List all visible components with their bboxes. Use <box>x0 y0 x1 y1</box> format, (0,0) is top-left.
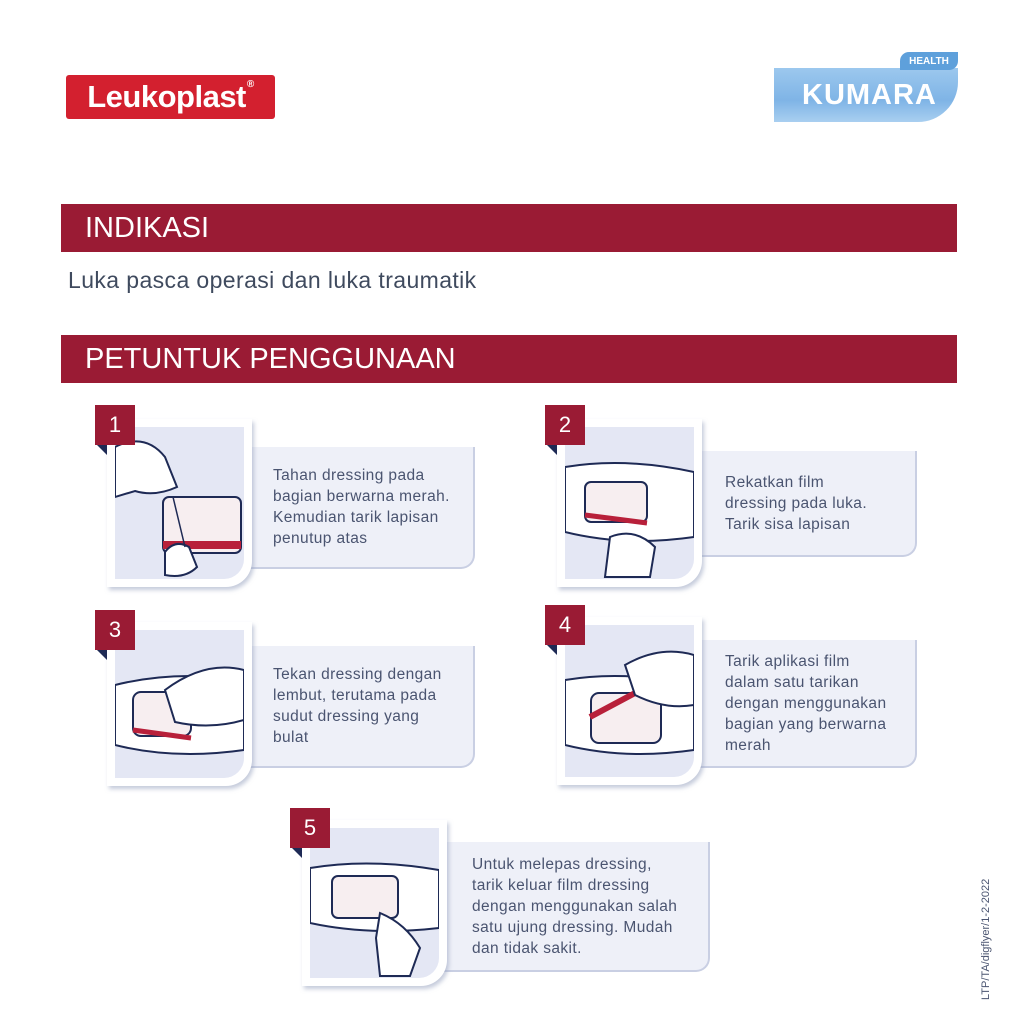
step-3-text: Tekan dressing dengan lembut, terutama pada sudut dressing yang bulat <box>273 666 442 746</box>
partner-tag: HEALTH <box>900 52 958 70</box>
step-2 <box>545 405 925 595</box>
hand-pulling-film-icon <box>565 625 694 777</box>
registered-mark: ® <box>246 79 254 90</box>
step-4 <box>545 605 925 790</box>
indikasi-text: Luka pasca operasi dan luka traumatik <box>68 267 477 293</box>
hand-pressing-dressing-icon <box>115 630 244 778</box>
petunjuk-heading: PETUNTUK PENGGUNAAN <box>85 342 456 375</box>
step-5-badge: 5 <box>290 808 330 848</box>
arm-dressing-icon <box>565 427 694 579</box>
brand-name: Leukoplast <box>87 79 246 114</box>
step-4-badge-tail <box>547 645 557 655</box>
step-1-textbox <box>245 447 475 569</box>
step-2-badge-tail <box>547 445 557 455</box>
leukoplast-logo <box>66 75 275 119</box>
step-5-text: Untuk melepas dressing, tarik keluar film dressing dengan menggunakan salah satu ujung dressing. Mudah dan tidak sakit. <box>472 855 678 957</box>
step-3-badge: 3 <box>95 610 135 650</box>
step-1-badge-tail <box>97 445 107 455</box>
step-2-text: Rekatkan film dressing pada luka. Tarik sisa lapisan <box>725 473 868 533</box>
petunjuk-heading-bar <box>61 335 957 383</box>
step-4-badge: 4 <box>545 605 585 645</box>
step-3-textbox <box>245 646 475 768</box>
kumara-health-logo <box>772 52 962 124</box>
hand-peeling-dressing-icon <box>115 427 244 579</box>
step-5-textbox <box>440 842 710 972</box>
indikasi-heading: INDIKASI <box>85 211 210 244</box>
step-2-badge: 2 <box>545 405 585 445</box>
step-3 <box>95 610 480 790</box>
indikasi-heading-bar <box>61 204 957 252</box>
partner-name: KUMARA <box>802 78 937 111</box>
step-2-textbox <box>695 451 917 557</box>
step-1-text: Tahan dressing pada bagian berwarna merah. Kemudian tarik lapisan penutup atas <box>273 467 450 547</box>
step-1-badge: 1 <box>95 405 135 445</box>
step-4-textbox <box>695 640 917 768</box>
step-3-badge-tail <box>97 650 107 660</box>
hand-removing-dressing-icon <box>310 828 439 978</box>
step-5-badge-tail <box>292 848 302 858</box>
step-5 <box>290 808 715 993</box>
step-4-text: Tarik aplikasi film dalam satu tarikan dengan menggunakan bagian yang berwarna merah <box>725 652 887 754</box>
document-code: LTP/TA/digflyer/1-2-2022 <box>980 878 992 1000</box>
step-1 <box>95 405 480 595</box>
